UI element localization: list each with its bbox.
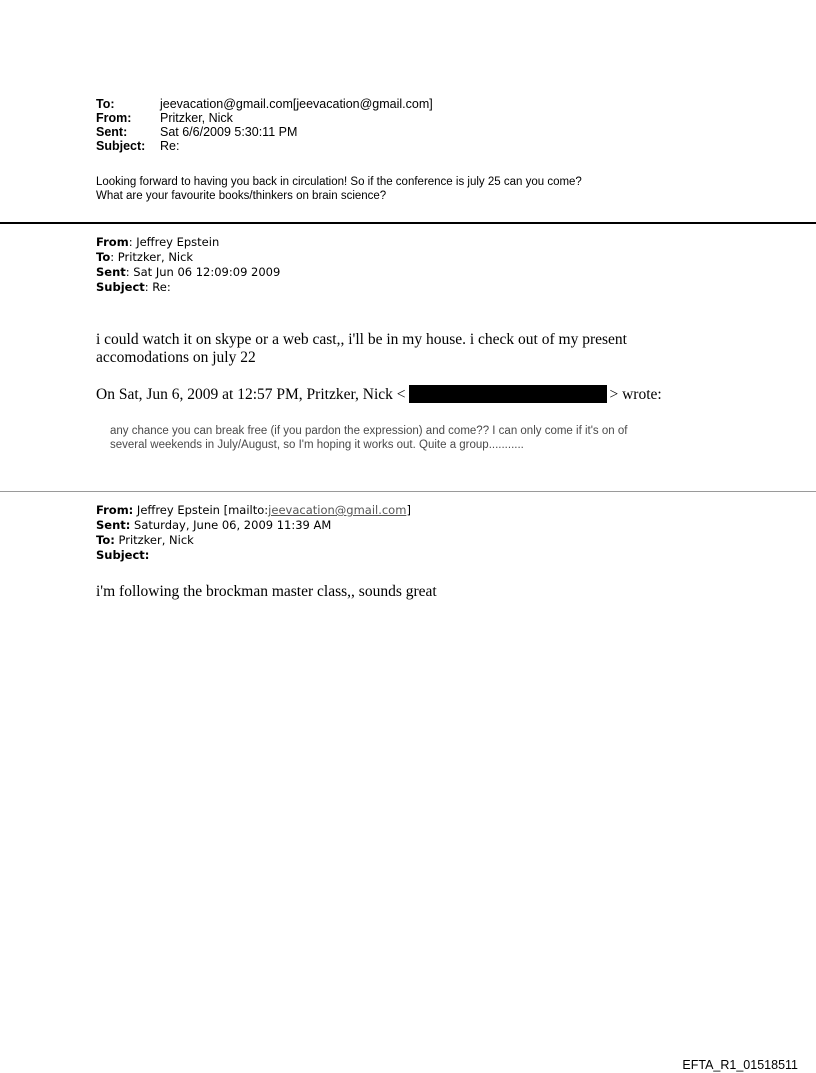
header-value: Saturday, June 06, 2009 11:39 AM bbox=[130, 518, 332, 532]
header-sent-row bbox=[96, 125, 433, 139]
body-line: i could watch it on skype or a web cast,, i'll be in my house. i check out of my present bbox=[96, 331, 627, 348]
header-label: Subject: bbox=[96, 548, 150, 562]
header-label: Subject bbox=[96, 280, 145, 294]
header-value: Pritzker, Nick bbox=[160, 111, 233, 125]
section-divider bbox=[0, 222, 816, 224]
header-from-row bbox=[96, 503, 411, 518]
header-value: jeevacation@gmail.com[jeevacation@gmail.com] bbox=[160, 97, 433, 111]
header-sent-row bbox=[96, 265, 280, 280]
header-label: Subject: bbox=[96, 139, 146, 153]
header-label: From: bbox=[96, 111, 132, 125]
header-value: : Re: bbox=[144, 280, 171, 294]
body-line: accomodations on july 22 bbox=[96, 349, 256, 366]
header-label: Sent: bbox=[96, 125, 128, 139]
header-label: To: bbox=[96, 97, 115, 111]
email-body-3: i'm following the brockman master class,, sounds great bbox=[96, 583, 437, 600]
header-label: To bbox=[96, 250, 111, 264]
header-label: Sent: bbox=[96, 518, 131, 532]
header-label: Sent bbox=[96, 265, 126, 279]
section-divider bbox=[0, 491, 816, 492]
header-label: To: bbox=[96, 533, 115, 547]
header-label: From: bbox=[96, 503, 134, 517]
email-link[interactable]: jeevacation@gmail.com bbox=[268, 503, 407, 517]
quoted-line: any chance you can break free (if you pardon the expression) and come?? I can only come if it's on of bbox=[110, 425, 628, 437]
header-value: : Jeffrey Epstein bbox=[128, 235, 220, 249]
quote-intro bbox=[96, 385, 662, 404]
header-value-close: ] bbox=[406, 503, 411, 517]
header-from-row bbox=[96, 235, 280, 250]
quote-intro-tail: > wrote: bbox=[609, 386, 662, 403]
header-subject-row bbox=[96, 280, 280, 295]
header-value: Jeffrey Epstein [mailto: bbox=[133, 503, 269, 517]
email-header-1 bbox=[96, 97, 433, 153]
quoted-line: several weekends in July/August, so I'm hoping it works out. Quite a group........... bbox=[110, 439, 524, 451]
header-to-row bbox=[96, 250, 280, 265]
body-line: What are your favourite books/thinkers on brain science? bbox=[96, 190, 387, 202]
header-to-row bbox=[96, 97, 433, 111]
header-to-row bbox=[96, 533, 411, 548]
header-sent-row bbox=[96, 518, 411, 533]
header-value: : Pritzker, Nick bbox=[110, 250, 194, 264]
header-label: From bbox=[96, 235, 129, 249]
header-subject-row bbox=[96, 139, 433, 153]
quoted-text bbox=[110, 424, 627, 452]
document-id: EFTA_R1_01518511 bbox=[682, 1058, 798, 1072]
header-value: Pritzker, Nick bbox=[114, 533, 194, 547]
email-header-2 bbox=[96, 235, 280, 295]
body-line: Looking forward to having you back in circulation! So if the conference is july 25 can you come? bbox=[96, 176, 582, 188]
email-body-2 bbox=[96, 331, 627, 367]
redaction-block bbox=[409, 385, 607, 403]
header-value: : Sat Jun 06 12:09:09 2009 bbox=[125, 265, 281, 279]
header-from-row bbox=[96, 111, 433, 125]
email-body-1 bbox=[96, 175, 582, 203]
header-value: Sat 6/6/2009 5:30:11 PM bbox=[160, 125, 298, 139]
email-header-3 bbox=[96, 503, 411, 563]
header-subject-row bbox=[96, 548, 411, 563]
quote-intro-text: On Sat, Jun 6, 2009 at 12:57 PM, Pritzker, Nick < bbox=[96, 386, 406, 403]
header-value: Re: bbox=[160, 139, 180, 153]
